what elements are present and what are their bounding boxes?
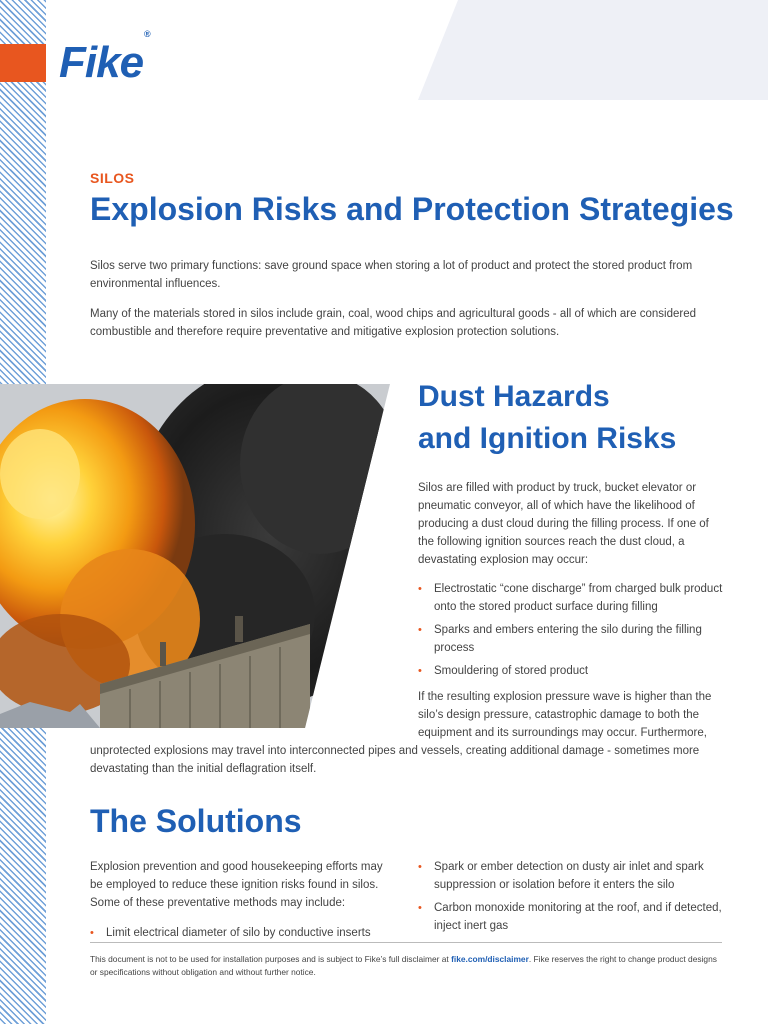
intro-paragraph-2: Many of the materials stored in silos include grain, coal, wood chips and agricultural goods - all of which are considered combustible and therefore require preventative and mitigative explosion protection solutions.	[90, 308, 696, 338]
footer-divider	[90, 942, 722, 943]
intro-paragraph-1: Silos serve two primary functions: save ground space when storing a lot of product and protect the stored product from environmental influences.	[90, 260, 693, 290]
list-item: • Carbon monoxide monitoring at the roof, and if detected, inject inert gas	[418, 899, 728, 935]
logo-text: Fike	[59, 38, 144, 87]
fike-logo	[59, 29, 150, 88]
solutions-list-left	[90, 924, 400, 947]
footer-text-before: This document is not to be used for installation purposes and is subject to Fike’s full disclaimer at	[90, 954, 449, 964]
footer-text-after: . Fike reserves the right to change product designs or specifications without obligation and without further notice.	[90, 954, 717, 977]
dust-heading-line-2: and Ignition Risks	[418, 422, 677, 455]
list-item: • Sparks and embers entering the silo during the filling process	[418, 621, 728, 657]
dust-paragraph-2-part-1: If the resulting explosion pressure wave is higher than the silo’s design pressure, catastrophic damage to both the equipment and its surroundings may occur. Furthermore,	[418, 691, 712, 739]
list-item: • Spark or ember detection on dusty air inlet and spark suppression or isolation before it enters the silo	[418, 858, 728, 894]
brand-accent-block	[0, 44, 46, 82]
solutions-heading: The Solutions	[90, 803, 302, 839]
dust-paragraph-1: Silos are filled with product by truck, bucket elevator or pneumatic conveyor, all of which have the likelihood of producing a dust cloud during the filling process. If one of the following ignition sources reach the dust cloud, a devastating explosion may occur:	[418, 482, 709, 566]
page-title: Explosion Risks and Protection Strategies	[90, 191, 734, 227]
list-item: • Smouldering of stored product	[418, 662, 728, 680]
solutions-paragraph: Explosion prevention and good housekeeping efforts may be employed to reduce these ignition risks found in silos. Some of these preventative methods may include:	[90, 861, 383, 909]
list-item: • Electrostatic “cone discharge” from charged bulk product onto the stored product surface during filling	[418, 580, 728, 616]
trademark-symbol: ®	[144, 29, 150, 40]
list-item: • Limit electrical diameter of silo by conductive inserts	[90, 924, 400, 942]
section-kicker: SILOS	[90, 170, 135, 186]
solutions-list-right	[418, 858, 728, 940]
disclaimer-link[interactable]: fike.com/disclaimer	[451, 954, 529, 964]
footer-disclaimer	[90, 953, 724, 979]
ignition-sources-list	[418, 580, 728, 685]
dust-heading-line-1: Dust Hazards	[418, 380, 610, 413]
explosion-photo	[0, 384, 390, 728]
decorative-header-shape	[418, 0, 768, 100]
dust-paragraph-2-part-2: unprotected explosions may travel into interconnected pipes and vessels, creating additional damage - sometimes more devastating than the initial deflagration itself.	[90, 745, 700, 775]
dust-hazards-heading	[418, 376, 758, 460]
